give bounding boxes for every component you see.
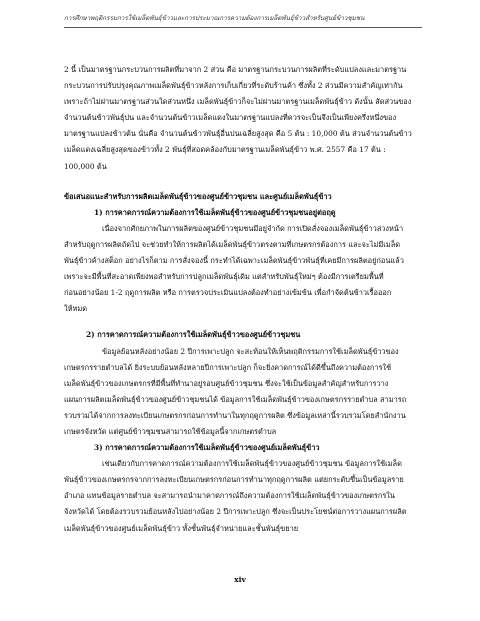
paragraph-line: แผนการผลิตเมล็ดพันธุ์ข้าวของศูนย์ข้าวชุมชนได้ ข้อมูลการใช้เมล็ดพันธุ์ข้าวของเกษตรกรรายตำบล สามารถ <box>64 394 407 404</box>
item-1-body <box>64 221 426 318</box>
paragraph-line: เมล็ดพันธุ์ข้าวของเกษตรกรที่มีพื้นที่ทำนาอยู่รอบศูนย์ข้าวชุมชน ซึ่งจะใช้เป็นข้อมูลสำคัญสำหรับการวาง <box>64 378 389 388</box>
item-2-body <box>64 344 426 441</box>
paragraph-standards <box>64 62 426 175</box>
paragraph-line: จังหวัดได้ โดยต้องรวบรวมย้อนหลังไปอย่างน้อย 2 ปีการเพาะปลูก ซึ่งจะเป็นประโยชน์ต่อการวางแผนการผลิต <box>64 507 407 517</box>
paragraph-line: 2 นี้ เป็นมาตรฐานกระบวนการผลิตที่มาจาก 2 ส่วน คือ มาตรฐานกระบวนการผลิตที่ระดับแปลงและมาตรฐาน <box>64 65 407 74</box>
paragraph-line: พันธุ์ข้าวของเกษตรกรจากการลงทะเบียนเกษตรกรก่อนการทำนาทุกฤดูการผลิต แต่ยกระดับขึ้นเป็นข้อมูลราย <box>64 475 404 485</box>
paragraph-line: เพราะจะมีพื้นที่สะอาดเพียงพอสำหรับการปลูกเมล็ดพันธุ์เดิม แต่สำหรับพันธุ์ใหม่ๆ ต้องมีการเตรียมพื้นที่ <box>64 272 384 282</box>
item-2-heading: 2) การคาดการณ์ความต้องการใช้เมล็ดพันธุ์ข้าวของศูนย์ข้าวชุมชน <box>86 330 301 340</box>
paragraph-line: จำนวนต้นข้าวพันธุ์ปน และจำนวนต้นข้าวเมล็ดแดงในมาตรฐานแปลงที่ควรจะเป็นจึงเป็นเพียงครึ่งหนึ่งของ <box>64 113 397 123</box>
paragraph-line: พันธุ์ข้าวค้างสต็อก อย่างไรก็ตาม การสั่งจองนี้ กระทำได้เฉพาะเมล็ดพันธุ์ข้าวพันธุ์ที่เคยมีการผลิตอยู่ก่อนแล้ว <box>64 256 404 266</box>
header-rule <box>64 27 422 28</box>
paragraph-line: ก่อนอย่างน้อย 1-2 ฤดูการผลิต หรือ การตรวจประเมินแปลงต้องทำอย่างเข้มข้น เพื่อกำจัดต้นข้าวเรื้อออก <box>64 288 392 298</box>
paragraph-line: เพราะถ้าไม่ผ่านมาตรฐานส่วนใดส่วนหนึ่ง เมล็ดพันธุ์ข้าวก็จะไม่ผ่านมาตรฐานเมล็ดพันธุ์ข้าว ดังนั้น สัดส่วนของ <box>64 97 412 107</box>
paragraph-line: ให้หมด <box>64 304 88 314</box>
paragraph-line: มาตรฐานแปลงข้าวต้น นั่นคือ จำนวนต้นข้าวพันธุ์อื่นปนเฉลี่ยสูงสุด คือ 5 ต้น : 10,000 ต้น ส่วนจำนวนต้นข้าว <box>64 129 412 139</box>
paragraph-line: เกษตรกรรายตำบลได้ ยิ่งระบบย้อนหลังหลายปีการเพาะปลูก ก็จะยิ่งคาดการณ์ได้ดีขึ้นถึงความต้องการใช้ <box>64 362 392 372</box>
paragraph-line: เกษตรจังหวัด แต่ศูนย์ข้าวชุมชนสามารถใช้ข้อมูลนี้จากเกษตรตำบล <box>64 426 277 436</box>
paragraph-line: รวบรวมได้จากการลงทะเบียนเกษตรกรก่อนการทำนาในทุกฤดูการผลิต ซึ่งข้อมูลเหล่านี้รวบรวมโดยสำนักงาน <box>64 410 406 420</box>
paragraph-line: ข้อมูลย้อนหลังอย่างน้อย 2 ปีการเพาะปลูก จะสะท้อนให้เห็นพฤติกรรมการใช้เมล็ดพันธุ์ข้าวของ <box>102 346 399 356</box>
paragraph-line: สำหรับฤดูการผลิตถัดไป จะช่วยทำให้การผลิตได้เมล็ดพันธุ์ข้าวตรงตามที่เกษตรกรต้องการ และจะไม่มีเมล็ด <box>64 239 401 249</box>
paragraph-line: กระบวนการปรับปรุงคุณภาพเมล็ดพันธุ์ข้าวหลังการเก็บเกี่ยวที่ระดับร้านค้า ซึ่งทั้ง 2 ส่วนมีความสำคัญเท่ากัน <box>64 81 403 91</box>
page-number: xiv <box>234 575 246 584</box>
running-header: การศึกษาพฤติกรรมการใช้เมล็ดพันธุ์ข้าวและการประมาณการความต้องการเมล็ดพันธุ์ข้าวสำหรับศูนย์ข้าวชุมชน <box>64 15 365 22</box>
paragraph-line: เมล็ดแดงเฉลี่ยสูงสุดของข้าวทั้ง 2 พันธุ์ที่สอดคล้องกับมาตรฐานเมล็ดพันธุ์ข้าว พ.ศ. 2557 คือ 17 ต้น : <box>64 145 386 155</box>
paragraph-line: เช่นเดียวกับการคาดการณ์ความต้องการใช้เมล็ดพันธุ์ข้าวของศูนย์ข้าวชุมชน ข้อมูลการใช้เมล็ด <box>102 459 402 469</box>
item-1-heading: 1) การคาดการณ์ความต้องการใช้เมล็ดพันธุ์ข้าวของศูนย์ข้าวชุมชนอยู่ต่อฤดู <box>94 207 336 217</box>
paragraph-line: อำเภอ แทนข้อมูลรายตำบล จะสามารถนำมาคาดการณ์ถึงความต้องการใช้เมล็ดพันธุ์ข้าวของเกษตรกรใน <box>64 491 395 501</box>
paragraph-line: เนื่องจากศักยภาพในการผลิตของศูนย์ข้าวชุมชนมีอยู่จำกัด การเปิดสั่งจองเมล็ดพันธุ์ข้าวล่วงหน้า <box>102 223 404 233</box>
item-3-body <box>64 456 426 536</box>
paragraph-line: 100,000 ต้น <box>64 161 107 171</box>
paragraph-line: เมล็ดพันธุ์ข้าวของศูนย์เมล็ดพันธุ์ข้าว ทั้งชั้นพันธุ์จำหน่ายและชั้นพันธุ์ขยาย <box>64 523 299 533</box>
page-body <box>64 62 426 537</box>
section-heading: ข้อเสนอแนะสำหรับการผลิตเมล็ดพันธุ์ข้าวของศูนย์ข้าวชุมชน และศูนย์เมล็ดพันธุ์ข้าว <box>64 191 332 201</box>
item-3-heading: 3) การคาดการณ์ความต้องการใช้เมล็ดพันธุ์ข้าวของศูนย์เมล็ดพันธุ์ข้าว <box>94 443 320 453</box>
